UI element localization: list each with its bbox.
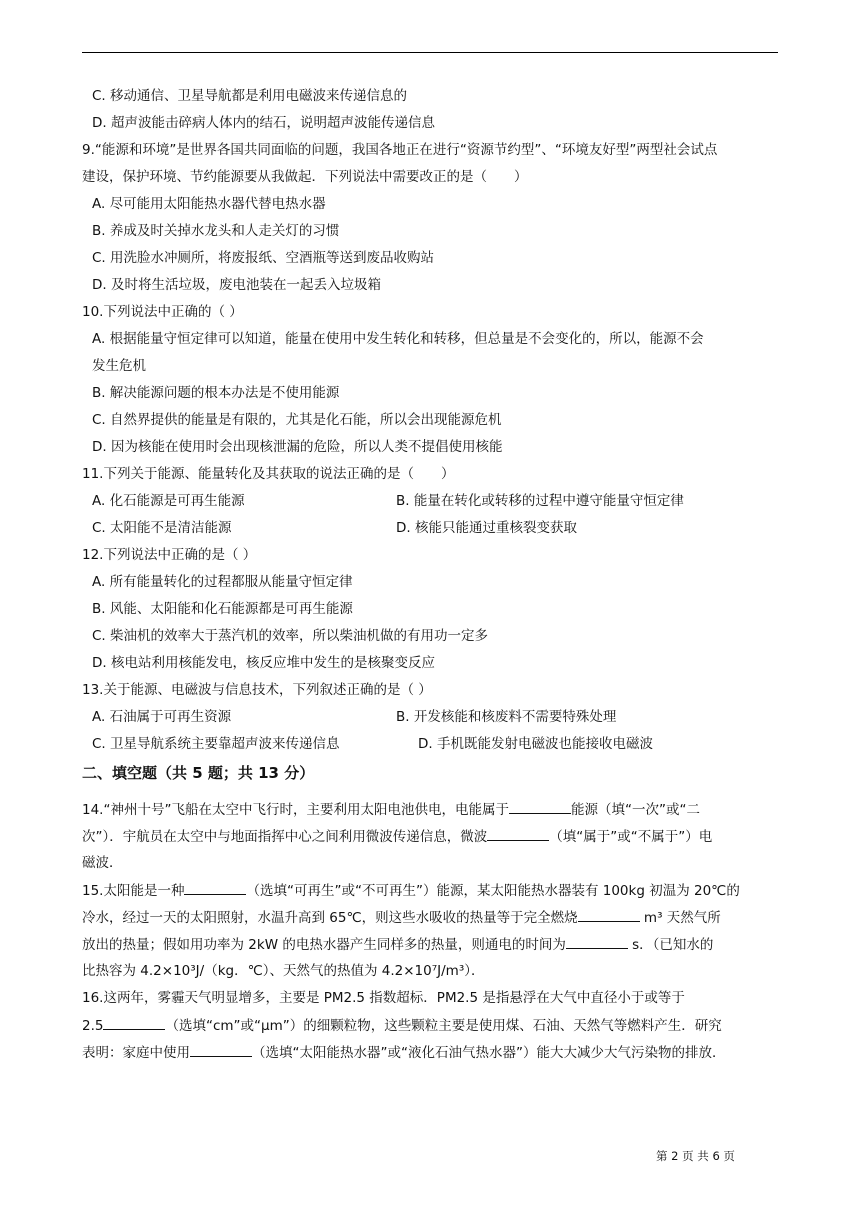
q14-line2 <box>82 826 712 847</box>
header-rule <box>82 52 778 53</box>
q13-option-a: A. 石油属于可再生资源 <box>92 709 232 725</box>
q16-blank-2[interactable] <box>190 1042 252 1057</box>
q16-line2-text-a: 2.5 <box>82 1018 104 1034</box>
q9-stem-line2: 建设，保护环境、节约能源要从我做起．下列说法中需要改正的是（ ） <box>82 169 528 185</box>
q15-line2-text-a: 冷水，经过一天的太阳照射，水温升高到 65℃，则这些水吸收的热量等于完全燃烧 <box>82 910 578 926</box>
q11-option-d: D. 核能只能通过重核裂变获取 <box>396 520 577 536</box>
q14-blank-2[interactable] <box>487 826 549 841</box>
q15-blank-2[interactable] <box>578 907 640 922</box>
q16-line3 <box>82 1042 725 1063</box>
q15-line4: 比热容为 4.2×10³J/（kg．℃）、天然气的热值为 4.2×10⁷J/m³）． <box>82 963 485 979</box>
q14-line1 <box>82 799 700 820</box>
q13-option-b: B. 开发核能和核废料不需要特殊处理 <box>396 709 617 725</box>
q13-stem: 13.关于能源、电磁波与信息技术，下列叙述正确的是（ ） <box>82 682 432 698</box>
q15-line3 <box>82 934 713 955</box>
q14-line1-text-a: 14.“神州十号”飞船在太空中飞行时，主要利用太阳电池供电，电能属于 <box>82 802 509 818</box>
q12-stem: 12.下列说法中正确的是（ ） <box>82 547 257 563</box>
page-number-footer: 第 2 页 共 6 页 <box>656 1149 735 1163</box>
q11-option-c: C. 太阳能不是清洁能源 <box>92 520 232 536</box>
q15-line3-text-b: s．（已知水的 <box>627 937 714 953</box>
q10-option-c: C. 自然界提供的能量是有限的，尤其是化石能，所以会出现能源危机 <box>92 412 502 428</box>
q13-option-d: D. 手机既能发射电磁波也能接收电磁波 <box>418 736 653 752</box>
q10-option-a-line1: A. 根据能量守恒定律可以知道，能量在使用中发生转化和转移，但总量是不会变化的，所以，能源不会 <box>92 331 704 347</box>
q16-blank-1[interactable] <box>103 1015 165 1030</box>
q9-stem-line1: 9.“能源和环境”是世界各国共同面临的问题，我国各地正在进行“资源节约型”、“环境友好型”两型社会试点 <box>82 142 718 158</box>
q10-option-d: D. 因为核能在使用时会出现核泄漏的危险，所以人类不提倡使用核能 <box>92 439 503 455</box>
section-heading-fill-in: 二、填空题（共 5 题；共 13 分） <box>82 764 315 782</box>
q15-line2 <box>82 907 721 928</box>
q15-line1-text-b: （选填“可再生”或“不可再生”）能源，某太阳能热水器装有 100kg 初温为 20℃的 <box>246 883 740 899</box>
q10-stem: 10.下列说法中正确的（ ） <box>82 304 243 320</box>
q8-option-d: D. 超声波能击碎病人体内的结石，说明超声波能传递信息 <box>92 115 435 131</box>
q15-line3-text-a: 放出的热量；假如用功率为 2kW 的电热水器产生同样多的热量，则通电的时间为 <box>82 937 566 953</box>
q15-blank-1[interactable] <box>184 880 246 895</box>
q10-option-a-line2: 发生危机 <box>92 358 146 374</box>
q12-option-b: B. 风能、太阳能和化石能源都是可再生能源 <box>92 601 353 617</box>
q9-option-a: A. 尽可能用太阳能热水器代替电热水器 <box>92 196 326 212</box>
q16-line2-text-b: （选填“cm”或“μm”）的细颗粒物，这些颗粒主要是使用煤、石油、天然气等燃料产生．研究 <box>165 1018 722 1034</box>
q9-option-b: B. 养成及时关掉水龙头和人走关灯的习惯 <box>92 223 340 239</box>
q15-blank-3[interactable] <box>566 934 628 949</box>
q15-line1 <box>82 880 740 901</box>
q9-option-d: D. 及时将生活垃圾，废电池装在一起丢入垃圾箱 <box>92 277 381 293</box>
q16-line2 <box>82 1015 722 1036</box>
q13-option-c: C. 卫星导航系统主要靠超声波来传递信息 <box>92 736 340 752</box>
q14-line2-text-b: （填“属于”或“不属于”）电 <box>549 829 713 845</box>
q12-option-a: A. 所有能量转化的过程都服从能量守恒定律 <box>92 574 353 590</box>
q11-option-b: B. 能量在转化或转移的过程中遵守能量守恒定律 <box>396 493 684 509</box>
q12-option-c: C. 柴油机的效率大于蒸汽机的效率，所以柴油机做的有用功一定多 <box>92 628 489 644</box>
q15-line1-text-a: 15.太阳能是一种 <box>82 883 185 899</box>
q11-option-a: A. 化石能源是可再生能源 <box>92 493 245 509</box>
q10-option-b: B. 解决能源问题的根本办法是不使用能源 <box>92 385 340 401</box>
q14-line2-text-a: 次”）．宇航员在太空中与地面指挥中心之间利用微波传递信息，微波 <box>82 829 488 845</box>
q14-line3: 磁波． <box>82 855 123 871</box>
q16-line3-text-a: 表明：家庭中使用 <box>82 1045 190 1061</box>
q14-line1-text-b: 能源（填“一次”或“二 <box>570 802 700 818</box>
q14-blank-1[interactable] <box>509 799 571 814</box>
q15-line2-text-b: m³ 天然气所 <box>639 910 721 926</box>
q9-option-c: C. 用洗脸水冲厕所，将废报纸、空酒瓶等送到废品收购站 <box>92 250 435 266</box>
q8-option-c: C. 移动通信、卫星导航都是利用电磁波来传递信息的 <box>92 88 408 104</box>
q11-stem: 11.下列关于能源、能量转化及其获取的说法正确的是（ ） <box>82 466 455 482</box>
q16-line3-text-b: （选填“太阳能热水器”或“液化石油气热水器”）能大大减少大气污染物的排放． <box>252 1045 726 1061</box>
q16-line1: 16.这两年，雾霾天气明显增多，主要是 PM2.5 指数超标．PM2.5 是指悬浮在大气中直径小于或等于 <box>82 990 685 1006</box>
q12-option-d: D. 核电站利用核能发电，核反应堆中发生的是核聚变反应 <box>92 655 435 671</box>
